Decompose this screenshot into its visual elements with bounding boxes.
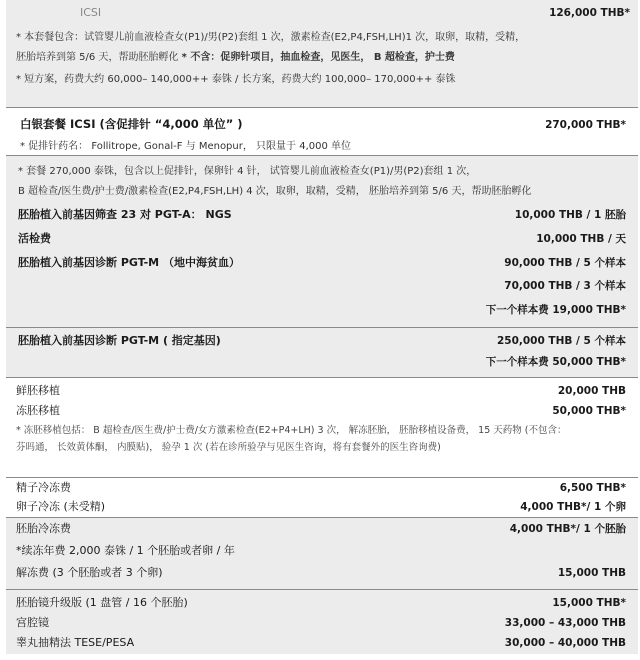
pgt-label: 胚胎植入前基因诊断 PGT-M （地中海贫血） [18, 256, 240, 269]
pgtm2-row [18, 332, 626, 354]
frozen-transfer-note-a: * 冻胚移植包括： B 超检查/医生费/护士费/女方激素检查(E2+P4+LH) 3 次， 解冻胚胎， 胚胎移植设备费， 15 天药物 (不包含： [16, 425, 567, 436]
embryo-price: 15,000 THB [557, 567, 626, 579]
misc-label: 睾丸抽精法 TESE/PESA [16, 636, 135, 649]
icsi-exclusions: * 不含：促卵针项目，抽血检查，见医生， B 超检查，护士费 [181, 52, 455, 63]
icsi-note-1a: * 本套餐包含：试管婴儿前血液检查女(P1)/男(P2)套组 1 次，激素检查(E2,P4,FSH,LH)1 次，取卵，取精，受精， [16, 32, 526, 43]
pgt-price: 90,000 THB / 5 个样本 [504, 257, 626, 269]
icsi-note-1b: 胚胎培养到第 5/6 天，帮助胚胎孵化 [16, 52, 182, 63]
freeze-label: 精子冷冻费 [16, 481, 71, 494]
misc-row [16, 594, 626, 614]
pgt-price: 10,000 THB / 1 胚胎 [514, 209, 626, 221]
icsi-price: 126,000 THB* [549, 7, 630, 19]
icsi-section [6, 0, 638, 108]
embryo-freeze-section [6, 518, 638, 590]
embryo-label: 胚胎冷冻费 [16, 522, 71, 535]
silver-section [6, 108, 638, 156]
embryo-row [16, 520, 626, 542]
pgt-price: 70,000 THB / 3 个样本 [504, 280, 626, 292]
pgt-price: 下一个样本费 19,000 THB* [485, 304, 626, 316]
pgtm2-price: 下一个样本费 50,000 THB* [485, 356, 626, 368]
frozen-transfer-note-b: 芬吗通， 长效黄体酮， 内膜贴)， 验孕 1 次 (若在诊所验孕与见医生咨询，将有套餐外的医生咨询费) [16, 442, 441, 453]
pgtm2-price: 250,000 THB / 5 个样本 [496, 335, 626, 347]
pgtm-gene-section [6, 328, 638, 378]
freeze-price: 4,000 THB*/ 1 个卵 [520, 501, 626, 513]
embryo-label: *续冻年费 2,000 泰铢 / 1 个胚胎或者卵 / 年 [16, 544, 235, 557]
pgt-row [18, 302, 626, 326]
freeze-row [16, 479, 626, 498]
pkg-note-b: B 超检查/医生费/护士费/激素检查(E2,P4,FSH,LH) 4 次，取卵，取精，受精， 胚胎培养到第 5/6 天，帮助胚胎孵化 [18, 186, 532, 197]
frozen-transfer-label: 冻胚移植 [16, 404, 60, 417]
icsi-note-1 [16, 48, 630, 68]
pgt-label: 胚胎植入前基因筛查 23 对 PGT-A： NGS [18, 208, 232, 221]
freeze-price: 6,500 THB* [559, 482, 626, 494]
icsi-note-2: * 短方案，药费大约 60,000– 140,000++ 泰铢 / 长方案，药费大约 100,000– 170,000++ 泰铢 [16, 74, 456, 85]
misc-label: 胚胎镜升级版 (1 盘管 / 16 个胚胎) [16, 596, 188, 609]
misc-price: 30,000 – 40,000 THB [504, 637, 626, 649]
transfer-section [6, 378, 638, 478]
silver-price: 270,000 THB* [545, 119, 626, 131]
misc-section [6, 590, 638, 654]
freeze-row [16, 498, 626, 517]
pgt-section [6, 156, 638, 328]
misc-label: 宫腔镜 [16, 616, 49, 629]
embryo-row [16, 564, 626, 586]
pgt-price: 10,000 THB / 天 [536, 233, 626, 245]
misc-price: 15,000 THB* [552, 597, 626, 609]
embryo-label: 解冻费 (3 个胚胎或者 3 个卵) [16, 566, 163, 579]
silver-drugs: * 促排针药名： Follitrope, Gonal-F 与 Menopur， 只限量于 4,000 单位 [20, 141, 352, 152]
fresh-transfer-price: 20,000 THB [557, 385, 626, 397]
embryo-row [16, 542, 626, 564]
pgt-row [18, 278, 626, 302]
pgt-label: 活检费 [18, 232, 51, 245]
freeze-label: 卵子冷冻 (未受精) [16, 500, 106, 513]
misc-row [16, 614, 626, 634]
pgtm2-row [18, 354, 626, 376]
price-list [6, 0, 638, 654]
pgt-row [18, 206, 626, 230]
freeze-section [6, 478, 638, 518]
pgt-row [18, 254, 626, 278]
frozen-transfer-price: 50,000 THB* [552, 405, 626, 417]
pgtm2-label: 胚胎植入前基因诊断 PGT-M ( 指定基因) [18, 334, 221, 347]
icsi-label: ICSI [80, 6, 102, 19]
pkg-note-a: * 套餐 270,000 泰铢，包含以上促排针，保卵针 4 针， 试管婴儿前血液检查女(P1)/男(P2)套组 1 次， [18, 166, 477, 177]
misc-row [16, 634, 626, 654]
misc-price: 33,000 – 43,000 THB [504, 617, 626, 629]
fresh-transfer-label: 鲜胚移植 [16, 384, 60, 397]
pgt-row [18, 230, 626, 254]
embryo-price: 4,000 THB*/ 1 个胚胎 [509, 523, 626, 535]
silver-title: 白银套餐 ICSI (含促排针 “4,000 单位” ) [20, 117, 243, 131]
